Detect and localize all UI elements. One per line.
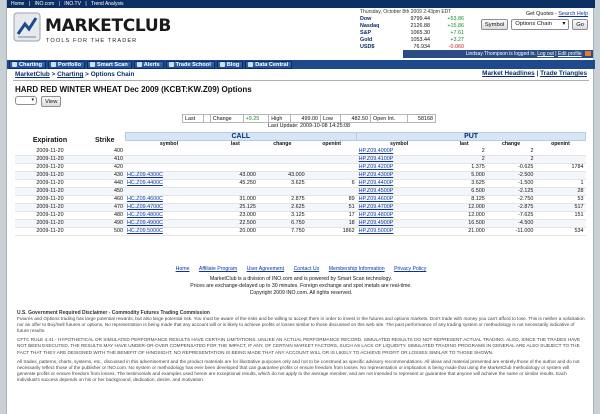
put-openint-cell: 1784 bbox=[535, 164, 585, 172]
table-row bbox=[15, 188, 586, 196]
expiration-cell: 2009-11-20 bbox=[15, 188, 85, 196]
put-symbol-cell bbox=[357, 220, 442, 228]
call-openint-cell bbox=[307, 148, 357, 156]
tab-data-central[interactable] bbox=[245, 61, 292, 69]
put-last-cell: 8.125 bbox=[442, 196, 487, 204]
call-last-cell bbox=[213, 164, 258, 172]
profile-icon[interactable] bbox=[585, 51, 591, 56]
put-symbol-cell bbox=[357, 212, 442, 220]
table-row bbox=[15, 180, 586, 188]
put-symbol-link[interactable]: HP.Z09.4300P bbox=[358, 172, 394, 178]
top-link-home[interactable]: Home bbox=[11, 1, 25, 7]
put-change-cell: -2.750 bbox=[487, 196, 536, 204]
chain-controls bbox=[15, 96, 61, 107]
col-header: change bbox=[501, 141, 521, 147]
put-openint-cell: 1 bbox=[535, 180, 585, 188]
quote-price: 1053.44 bbox=[410, 37, 430, 43]
put-change-cell: -2.500 bbox=[487, 172, 536, 180]
call-openint-cell bbox=[307, 156, 357, 164]
call-last-cell: 25.125 bbox=[213, 204, 258, 212]
change-label: Change bbox=[210, 115, 243, 123]
tab-trade-school[interactable] bbox=[166, 61, 215, 69]
call-symbol-link[interactable]: HC.Z09.4900C bbox=[127, 220, 163, 226]
quote-price: 9799.44 bbox=[410, 16, 430, 22]
put-openint-cell: 534 bbox=[535, 228, 585, 236]
quote-row bbox=[360, 23, 470, 30]
quote-symbol[interactable]: Dow bbox=[360, 16, 372, 22]
put-openint-cell bbox=[535, 220, 585, 228]
quote-change: -0.060 bbox=[448, 44, 464, 50]
put-change-cell: -7.625 bbox=[487, 212, 536, 220]
breadcrumb bbox=[15, 71, 134, 78]
quote-change: +7.61 bbox=[450, 30, 464, 36]
call-openint-cell: 51 bbox=[307, 204, 357, 212]
call-last-cell bbox=[213, 148, 258, 156]
login-bar: Lindsay Thompson is logged in. Log out | Edit profile bbox=[403, 50, 593, 58]
put-openint-cell bbox=[535, 172, 585, 180]
get-quotes-label bbox=[474, 11, 588, 17]
call-last-cell: 22.500 bbox=[213, 220, 258, 228]
table-row bbox=[15, 212, 586, 220]
strike-cell: 400 bbox=[85, 148, 125, 156]
table-row bbox=[15, 228, 586, 236]
table-row bbox=[15, 172, 586, 180]
get-quotes-text: Get Quotes - bbox=[525, 11, 557, 17]
quotes-date: Thursday, October 8th 2009 2:43pm EDT bbox=[360, 9, 452, 15]
put-symbol-link[interactable]: HP.Z09.5000P bbox=[358, 228, 394, 234]
strike-header: Strike bbox=[95, 136, 115, 144]
call-symbol-cell bbox=[125, 196, 213, 204]
put-symbol-cell bbox=[357, 204, 442, 212]
put-symbol-link[interactable]: HP.Z09.4900P bbox=[358, 220, 394, 226]
top-link-trend[interactable]: Trend Analysis bbox=[90, 1, 124, 7]
col-header: last bbox=[459, 141, 469, 147]
logo-tagline: TOOLS FOR THE TRADER bbox=[46, 38, 138, 44]
put-last-cell: 12.000 bbox=[442, 204, 487, 212]
logout-link[interactable]: Log out bbox=[537, 51, 554, 57]
quote-summary-table bbox=[182, 114, 436, 123]
put-last-cell: 5.000 bbox=[442, 172, 487, 180]
disclaimer-paragraph: All trades, patterns, charts, systems, etc., discussed in this advertisement and the product materials are for illustrative purposes only and not to be construed as specific advisory recommendations. All ideas and material presented are entirely those of the author and do not necessarily reflect those of the publisher or INO.com. No system or methodology has ever been developed that can guarantee profits or ensure freedom from losses. No representation or implication is being made that using the MarketClub methodology or system will generate profits or ensure freedom from losses. The testimonials and examples used herein are exceptional results, which do not apply to the average member, and are not intended to represent or guarantee that anyone will achieve the same or similar results. Each individual's success depends on his or her background, dedication, desire, and motivation. bbox=[17, 358, 580, 382]
put-change-cell: -11.000 bbox=[487, 228, 536, 236]
call-symbol-cell bbox=[125, 180, 213, 188]
view-button[interactable]: View bbox=[41, 96, 61, 107]
low-value: 482.50 bbox=[341, 115, 371, 123]
call-change-cell: 43.000 bbox=[258, 172, 307, 180]
table-row bbox=[15, 164, 586, 172]
put-symbol-link[interactable]: HP.Z09.4000P bbox=[358, 148, 394, 154]
put-last-cell: 1.375 bbox=[442, 164, 487, 172]
table-row bbox=[15, 196, 586, 204]
put-last-cell: 16.500 bbox=[442, 220, 487, 228]
quote-symbol[interactable]: Gold bbox=[360, 37, 373, 43]
call-openint-cell: 6 bbox=[307, 180, 357, 188]
call-symbol-link[interactable]: HC.Z09.4800C bbox=[127, 212, 163, 218]
quote-summary bbox=[182, 114, 436, 130]
call-change-cell: 2.875 bbox=[258, 196, 307, 204]
tab-blog[interactable] bbox=[217, 61, 243, 69]
put-symbol-link[interactable]: HP.Z09.4400P bbox=[358, 180, 394, 186]
call-symbol-cell bbox=[125, 172, 213, 180]
low-label: Low bbox=[320, 115, 340, 123]
breadcrumb-charting[interactable]: Charting bbox=[57, 71, 84, 78]
chain-body bbox=[15, 148, 586, 236]
col-header: openint bbox=[551, 141, 570, 147]
market-quotes bbox=[360, 9, 470, 51]
put-symbol-link[interactable]: HP.Z09.4500P bbox=[358, 188, 394, 194]
put-openint-cell bbox=[535, 156, 585, 164]
main-nav bbox=[7, 60, 595, 69]
strike-cell: 440 bbox=[85, 180, 125, 188]
call-symbol-cell bbox=[125, 156, 213, 164]
put-last-cell: 3.625 bbox=[442, 180, 487, 188]
call-symbol-link[interactable]: HC.Z09.4600C bbox=[127, 196, 163, 202]
quote-price: 1065.30 bbox=[410, 30, 430, 36]
quote-row bbox=[360, 30, 470, 37]
expiration-cell: 2009-11-20 bbox=[15, 156, 85, 164]
footer-links bbox=[7, 266, 595, 272]
call-openint-cell bbox=[307, 164, 357, 172]
expiration-cell: 2009-11-20 bbox=[15, 220, 85, 228]
tab-label: Smart Scan bbox=[97, 61, 128, 68]
quote-row bbox=[360, 37, 470, 44]
blog-icon bbox=[220, 62, 225, 67]
call-symbol-link[interactable]: HC.Z09.5000C bbox=[127, 228, 163, 234]
table-row bbox=[15, 156, 586, 164]
tab-charting[interactable] bbox=[9, 61, 46, 69]
tab-smart-scan[interactable] bbox=[87, 61, 132, 69]
put-symbol-link[interactable]: HP.Z09.4600P bbox=[358, 196, 394, 202]
put-openint-cell: 28 bbox=[535, 188, 585, 196]
expiration-cell: 2009-11-20 bbox=[15, 196, 85, 204]
change-value: +9.25 bbox=[243, 115, 269, 123]
call-symbol-link[interactable]: HC.Z09.4400C bbox=[127, 180, 163, 186]
call-change-cell: 2.625 bbox=[258, 204, 307, 212]
trade-triangles-link[interactable]: Trade Triangles bbox=[540, 70, 587, 77]
call-symbol-cell bbox=[125, 204, 213, 212]
call-openint-cell bbox=[307, 188, 357, 196]
call-change-cell bbox=[258, 148, 307, 156]
col-header: symbol bbox=[390, 141, 409, 147]
search-help-link[interactable]: Search Help bbox=[558, 11, 588, 17]
breadcrumb-current: Options Chain bbox=[90, 71, 135, 78]
call-openint-cell: 89 bbox=[307, 196, 357, 204]
expiration-cell: 2009-11-20 bbox=[15, 212, 85, 220]
quote-change: +15.86 bbox=[447, 23, 464, 29]
put-symbol-link[interactable]: HP.Z09.4100P bbox=[358, 156, 394, 162]
disclaimer-paragraph: CFTC RULE 4.41 - HYPOTHETICAL OR SIMULATED PERFORMANCE RESULTS HAVE CERTAIN LIMITATIONS. UNLIKE AN ACTUAL PERFORMANCE RECORD, SIMULATED RESULTS DO NOT REPRESENT ACTUAL TRADING. ALSO, SINCE THE TRADES HAVE NOT BEEN EXECUTED, THE RESULTS MAY HAVE UNDER-OR-OVER COMPENSATED FOR THE IMPACT, IF ANY, OF CERTAIN MARKET FACTORS, SUCH AS LACK OF LIQUIDITY. SIMULATED TRADING PROGRAMS IN GENERAL ARE ALSO SUBJECT TO THE FACT THAT THEY ARE DESIGNED WITH THE BENEFIT OF HINDSIGHT. NO REPRESENTATION IS BEING MADE THAT ANY ACCOUNT WILL OR IS LIKELY TO ACHIEVE PROFIT OR LOSSES SIMILAR TO THOSE SHOWN. bbox=[17, 337, 581, 355]
call-last-cell: 31.000 bbox=[213, 196, 258, 204]
put-symbol-cell bbox=[357, 164, 442, 172]
put-symbol-cell bbox=[357, 196, 442, 204]
strike-cell: 460 bbox=[85, 196, 125, 204]
put-symbol-cell bbox=[357, 156, 442, 164]
strike-cell: 470 bbox=[85, 204, 125, 212]
call-symbol-link[interactable]: HC.Z09.4300C bbox=[127, 172, 163, 178]
top-sep: | bbox=[58, 1, 60, 7]
put-change-cell: -4.500 bbox=[487, 220, 536, 228]
put-last-cell: 2 bbox=[442, 148, 487, 156]
quote-price: 2126.88 bbox=[410, 23, 430, 29]
put-symbol-cell bbox=[357, 148, 442, 156]
footer-link-contact[interactable]: Contact Us bbox=[293, 266, 320, 272]
tab-label: Charting bbox=[19, 61, 42, 68]
put-last-cell: 21.000 bbox=[442, 228, 487, 236]
call-change-cell: 6.750 bbox=[258, 220, 307, 228]
divider bbox=[13, 80, 589, 81]
last-value bbox=[203, 115, 210, 123]
tab-alerts[interactable] bbox=[134, 61, 164, 69]
footer-link-membership[interactable]: Membership Information bbox=[328, 266, 385, 272]
call-change-cell: 3.125 bbox=[258, 212, 307, 220]
strike-cell: 490 bbox=[85, 220, 125, 228]
expiration-cell: 2009-11-20 bbox=[15, 228, 85, 236]
symbol-button[interactable]: Symbol bbox=[481, 19, 508, 30]
col-header: change bbox=[273, 141, 292, 147]
data-icon bbox=[248, 62, 253, 67]
call-change-cell: 7.750 bbox=[258, 228, 307, 236]
put-symbol-cell bbox=[357, 180, 442, 188]
options-chain-table bbox=[15, 132, 586, 236]
school-icon bbox=[169, 62, 174, 67]
alert-icon bbox=[137, 62, 142, 67]
quote-symbol[interactable]: S&P bbox=[360, 30, 372, 36]
footer-link-agreement[interactable]: User Agreement bbox=[246, 266, 285, 272]
strike-cell: 450 bbox=[85, 188, 125, 196]
edit-profile-link[interactable]: Edit profile bbox=[557, 51, 582, 57]
table-row bbox=[15, 148, 586, 156]
footer-link-home[interactable]: Home bbox=[175, 266, 190, 272]
logo-globe-icon bbox=[13, 12, 41, 42]
page-title: HARD RED WINTER WHEAT Dec 2009 (KCBT:KW.Z09) Options bbox=[15, 85, 252, 94]
breadcrumb-sep: > bbox=[49, 71, 58, 78]
last-label: Last bbox=[183, 115, 204, 123]
quote-change: +3.27 bbox=[450, 37, 464, 43]
right-links bbox=[482, 70, 587, 77]
footer-line: Copyright 2009 INO.com. All rights reserved. bbox=[249, 290, 353, 296]
chart-icon bbox=[12, 62, 17, 67]
put-symbol-link[interactable]: HP.Z09.4700P bbox=[358, 204, 394, 210]
strike-cell: 430 bbox=[85, 172, 125, 180]
expiration-header: Expiration bbox=[32, 136, 68, 144]
top-sep: | bbox=[85, 1, 87, 7]
login-status: Lindsay Thompson is logged in. bbox=[465, 51, 536, 57]
footer-link-privacy[interactable]: Privacy Policy bbox=[394, 266, 427, 272]
col-header: openint bbox=[322, 141, 341, 147]
call-change-cell bbox=[258, 164, 307, 172]
high-label: High bbox=[269, 115, 291, 123]
expiration-cell: 2009-11-20 bbox=[15, 180, 85, 188]
right-links-sep: | bbox=[536, 70, 539, 77]
put-last-cell: 6.500 bbox=[442, 188, 487, 196]
top-bar bbox=[7, 0, 595, 8]
table-row bbox=[15, 220, 586, 228]
col-header: symbol bbox=[159, 141, 179, 147]
portfolio-icon bbox=[51, 62, 56, 67]
put-header: PUT bbox=[357, 133, 586, 141]
put-symbol-cell bbox=[357, 228, 442, 236]
quote-change: +53.86 bbox=[447, 16, 464, 22]
call-header: CALL bbox=[125, 133, 357, 141]
chevron-down-icon: ▾ bbox=[31, 97, 34, 103]
col-header: last bbox=[230, 141, 240, 147]
tab-label: Data Central bbox=[255, 61, 289, 68]
call-symbol-cell bbox=[125, 228, 213, 236]
quote-type-select[interactable] bbox=[511, 19, 569, 30]
put-openint-cell bbox=[535, 148, 585, 156]
strike-cell: 480 bbox=[85, 212, 125, 220]
go-button[interactable]: Go bbox=[572, 19, 588, 30]
expiration-cell: 2009-11-20 bbox=[15, 172, 85, 180]
quote-symbol[interactable]: Nasdaq bbox=[360, 23, 380, 29]
top-sep: | bbox=[28, 1, 31, 7]
expiration-cell: 2009-11-20 bbox=[15, 204, 85, 212]
call-openint-cell: 1862 bbox=[307, 228, 357, 236]
top-link-ino[interactable]: INO.com bbox=[34, 1, 55, 7]
call-last-cell: 45.250 bbox=[213, 180, 258, 188]
quote-type-value: Options Chain bbox=[515, 21, 553, 27]
expiration-select[interactable] bbox=[15, 96, 37, 105]
call-symbol-link[interactable]: HC.Z09.4700C bbox=[127, 204, 163, 210]
put-openint-cell: 517 bbox=[535, 204, 585, 212]
market-headlines-link[interactable]: Market Headlines bbox=[482, 70, 535, 77]
call-last-cell bbox=[213, 188, 258, 196]
logo-text: MARKETCLUB bbox=[45, 16, 172, 36]
call-openint-cell: 17 bbox=[307, 212, 357, 220]
strike-cell: 410 bbox=[85, 156, 125, 164]
expiration-cell: 2009-11-20 bbox=[15, 164, 85, 172]
call-symbol-cell bbox=[125, 164, 213, 172]
footer-link-affiliate[interactable]: Affiliate Program bbox=[198, 266, 238, 272]
tab-label: Trade School bbox=[175, 61, 211, 68]
breadcrumb-marketclub[interactable]: MarketClub bbox=[15, 71, 50, 78]
quote-price: 76.934 bbox=[413, 44, 430, 50]
call-symbol-cell bbox=[125, 148, 213, 156]
call-last-cell: 23.000 bbox=[213, 212, 258, 220]
footer-info bbox=[7, 276, 595, 297]
get-quotes-form bbox=[474, 11, 588, 30]
tab-label: Blog bbox=[226, 61, 240, 68]
call-openint-cell bbox=[307, 172, 357, 180]
put-last-cell: 2 bbox=[442, 156, 487, 164]
call-change-cell bbox=[258, 188, 307, 196]
strike-cell: 420 bbox=[85, 164, 125, 172]
call-last-cell: 43.000 bbox=[213, 172, 258, 180]
disclaimer-paragraph: Futures and Options trading has large potential rewards, but also large potential risk. You must be aware of the risks and be willing to accept them in order to invest in the futures and options markets. Don't trade with money you can't afford to lose. This is neither a solicitation nor an offer to Buy/Sell futures or options. No representation is being made that any account will or is likely to achieve profits or losses similar to those discussed on this web site. The past performance of any trading system or methodology is not necessarily indicative of future results. bbox=[17, 316, 585, 334]
chevron-down-icon: ▾ bbox=[562, 21, 566, 27]
last-update: Last Update: 2009-10-08 14:25:08 bbox=[267, 123, 351, 129]
strike-cell: 500 bbox=[85, 228, 125, 236]
put-symbol-link[interactable]: HP.Z09.4800P bbox=[358, 212, 394, 218]
tab-label: Portfolio bbox=[58, 61, 81, 68]
footer-line: MarketClub is a division of INO.com and is powered by Smart Scan technology. bbox=[209, 276, 393, 282]
put-last-cell: 12.000 bbox=[442, 212, 487, 220]
put-openint-cell: 53 bbox=[535, 196, 585, 204]
put-change-cell: -1.500 bbox=[487, 180, 536, 188]
call-symbol-cell bbox=[125, 220, 213, 228]
call-change-cell bbox=[258, 156, 307, 164]
disclaimer bbox=[17, 310, 585, 386]
marketclub-logo[interactable] bbox=[13, 12, 172, 52]
put-change-cell: -2.875 bbox=[487, 204, 536, 212]
call-symbol-cell bbox=[125, 212, 213, 220]
put-change-cell: -0.625 bbox=[487, 164, 536, 172]
disclaimer-heading: U.S. Government Required Disclaimer - Commodity Futures Trading Commission bbox=[17, 310, 210, 316]
open-int-value: 58168 bbox=[408, 115, 436, 123]
call-change-cell: 3.625 bbox=[258, 180, 307, 188]
put-symbol-link[interactable]: HP.Z09.4200P bbox=[358, 164, 394, 170]
open-int-label: Open Int. bbox=[371, 115, 408, 123]
quote-row bbox=[360, 16, 470, 23]
put-change-cell: 2 bbox=[487, 148, 536, 156]
footer-line: Prices are exchange-delayed up to 30 minutes. Foreign exchange and spot metals are real-time. bbox=[190, 283, 412, 289]
tab-portfolio[interactable] bbox=[48, 61, 85, 69]
put-openint-cell: 151 bbox=[535, 212, 585, 220]
put-symbol-cell bbox=[357, 188, 442, 196]
expiration-cell: 2009-11-20 bbox=[15, 148, 85, 156]
put-change-cell: 2 bbox=[487, 156, 536, 164]
put-symbol-cell bbox=[357, 172, 442, 180]
table-row bbox=[15, 204, 586, 212]
quote-symbol[interactable]: USD$ bbox=[360, 44, 375, 50]
top-link-inotv[interactable]: INO.TV bbox=[64, 1, 81, 7]
high-value: 499.00 bbox=[291, 115, 321, 123]
call-openint-cell: 18 bbox=[307, 220, 357, 228]
call-last-cell bbox=[213, 156, 258, 164]
call-last-cell: 20.000 bbox=[213, 228, 258, 236]
scan-icon bbox=[90, 62, 95, 67]
breadcrumb-sep: > bbox=[83, 71, 91, 78]
call-symbol-cell bbox=[125, 188, 213, 196]
page bbox=[6, 0, 594, 414]
tab-label: Alerts bbox=[143, 61, 160, 68]
put-change-cell: -2.125 bbox=[487, 188, 536, 196]
footer bbox=[7, 266, 595, 297]
